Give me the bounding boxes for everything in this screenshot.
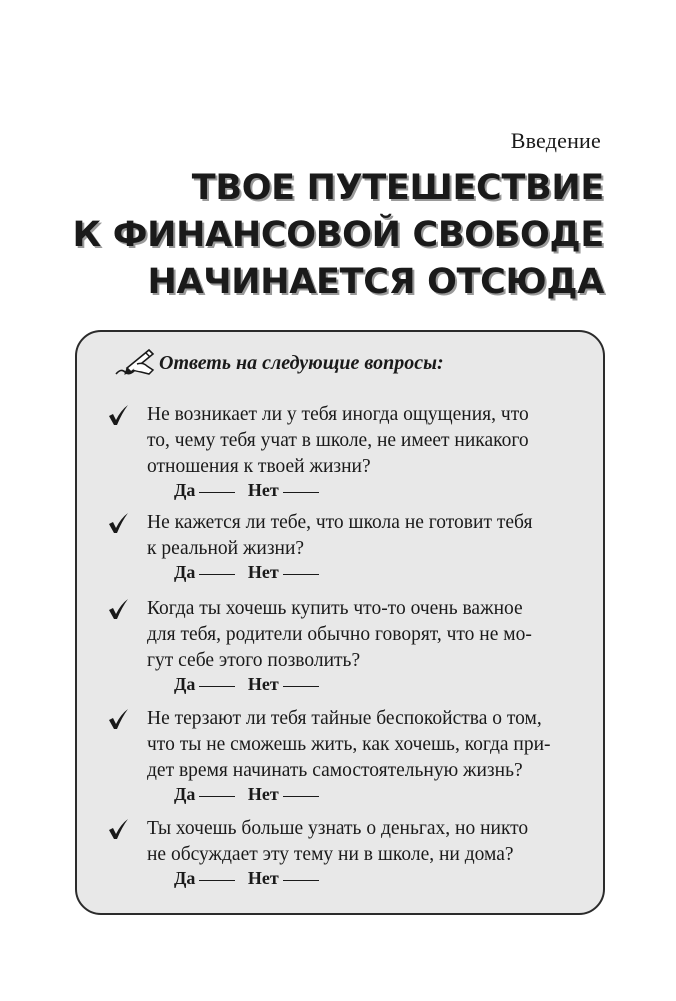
title-line: ТВОЕ ПУТЕШЕСТВИЕ xyxy=(191,168,604,208)
questionnaire-heading xyxy=(159,352,444,375)
no-blank[interactable] xyxy=(283,492,319,493)
chapter-title xyxy=(73,165,604,306)
checkmark-icon xyxy=(107,404,129,426)
yes-label: Да xyxy=(174,562,196,582)
question-text: Когда ты хочешь купить что-то очень важное для тебя, родители обычно говорят, что не мо- гут себе этого позволить? xyxy=(147,598,532,671)
checkmark-icon xyxy=(107,598,129,620)
answer-row xyxy=(174,784,327,805)
checkmark-icon xyxy=(107,512,129,534)
yes-label: Да xyxy=(174,868,196,888)
checkmark-icon xyxy=(107,818,129,840)
pen-writing-icon xyxy=(113,346,157,378)
answer-row xyxy=(174,480,327,501)
yes-blank[interactable] xyxy=(199,686,235,687)
no-blank[interactable] xyxy=(283,796,319,797)
questionnaire-heading-text: Ответь на следующие вопросы: xyxy=(159,352,444,374)
no-blank[interactable] xyxy=(283,686,319,687)
yes-blank[interactable] xyxy=(199,796,235,797)
yes-label: Да xyxy=(174,480,196,500)
yes-label: Да xyxy=(174,784,196,804)
questionnaire-box xyxy=(75,330,605,915)
answer-row xyxy=(174,562,327,583)
no-label: Нет xyxy=(247,784,279,804)
yes-blank[interactable] xyxy=(199,880,235,881)
yes-blank[interactable] xyxy=(199,492,235,493)
no-blank[interactable] xyxy=(283,574,319,575)
question-text: Не возникает ли у тебя иногда ощущения, что то, чему тебя учат в школе, не имеет никакого отношения к твоей жизни? xyxy=(147,404,529,477)
no-blank[interactable] xyxy=(283,880,319,881)
question-text: Не терзают ли тебя тайные беспокойства о том, что ты не сможешь жить, как хочешь, когда при- дет время начинать самостоятельную жизнь? xyxy=(147,708,551,781)
title-line: НАЧИНАЕТСЯ ОТСЮДА xyxy=(147,262,604,302)
no-label: Нет xyxy=(247,868,279,888)
answer-row xyxy=(174,868,327,889)
no-label: Нет xyxy=(247,674,279,694)
no-label: Нет xyxy=(247,562,279,582)
question-text: Не кажется ли тебе, что школа не готовит тебя к реальной жизни? xyxy=(147,512,533,559)
chapter-kicker: Введение xyxy=(510,128,601,153)
yes-label: Да xyxy=(174,674,196,694)
checkmark-icon xyxy=(107,708,129,730)
question-text: Ты хочешь больше узнать о деньгах, но никто не обсуждает эту тему ни в школе, ни дома? xyxy=(147,818,529,865)
title-line: К ФИНАНСОВОЙ СВОБОДЕ xyxy=(72,215,604,255)
no-label: Нет xyxy=(247,480,279,500)
yes-blank[interactable] xyxy=(199,574,235,575)
answer-row xyxy=(174,674,327,695)
